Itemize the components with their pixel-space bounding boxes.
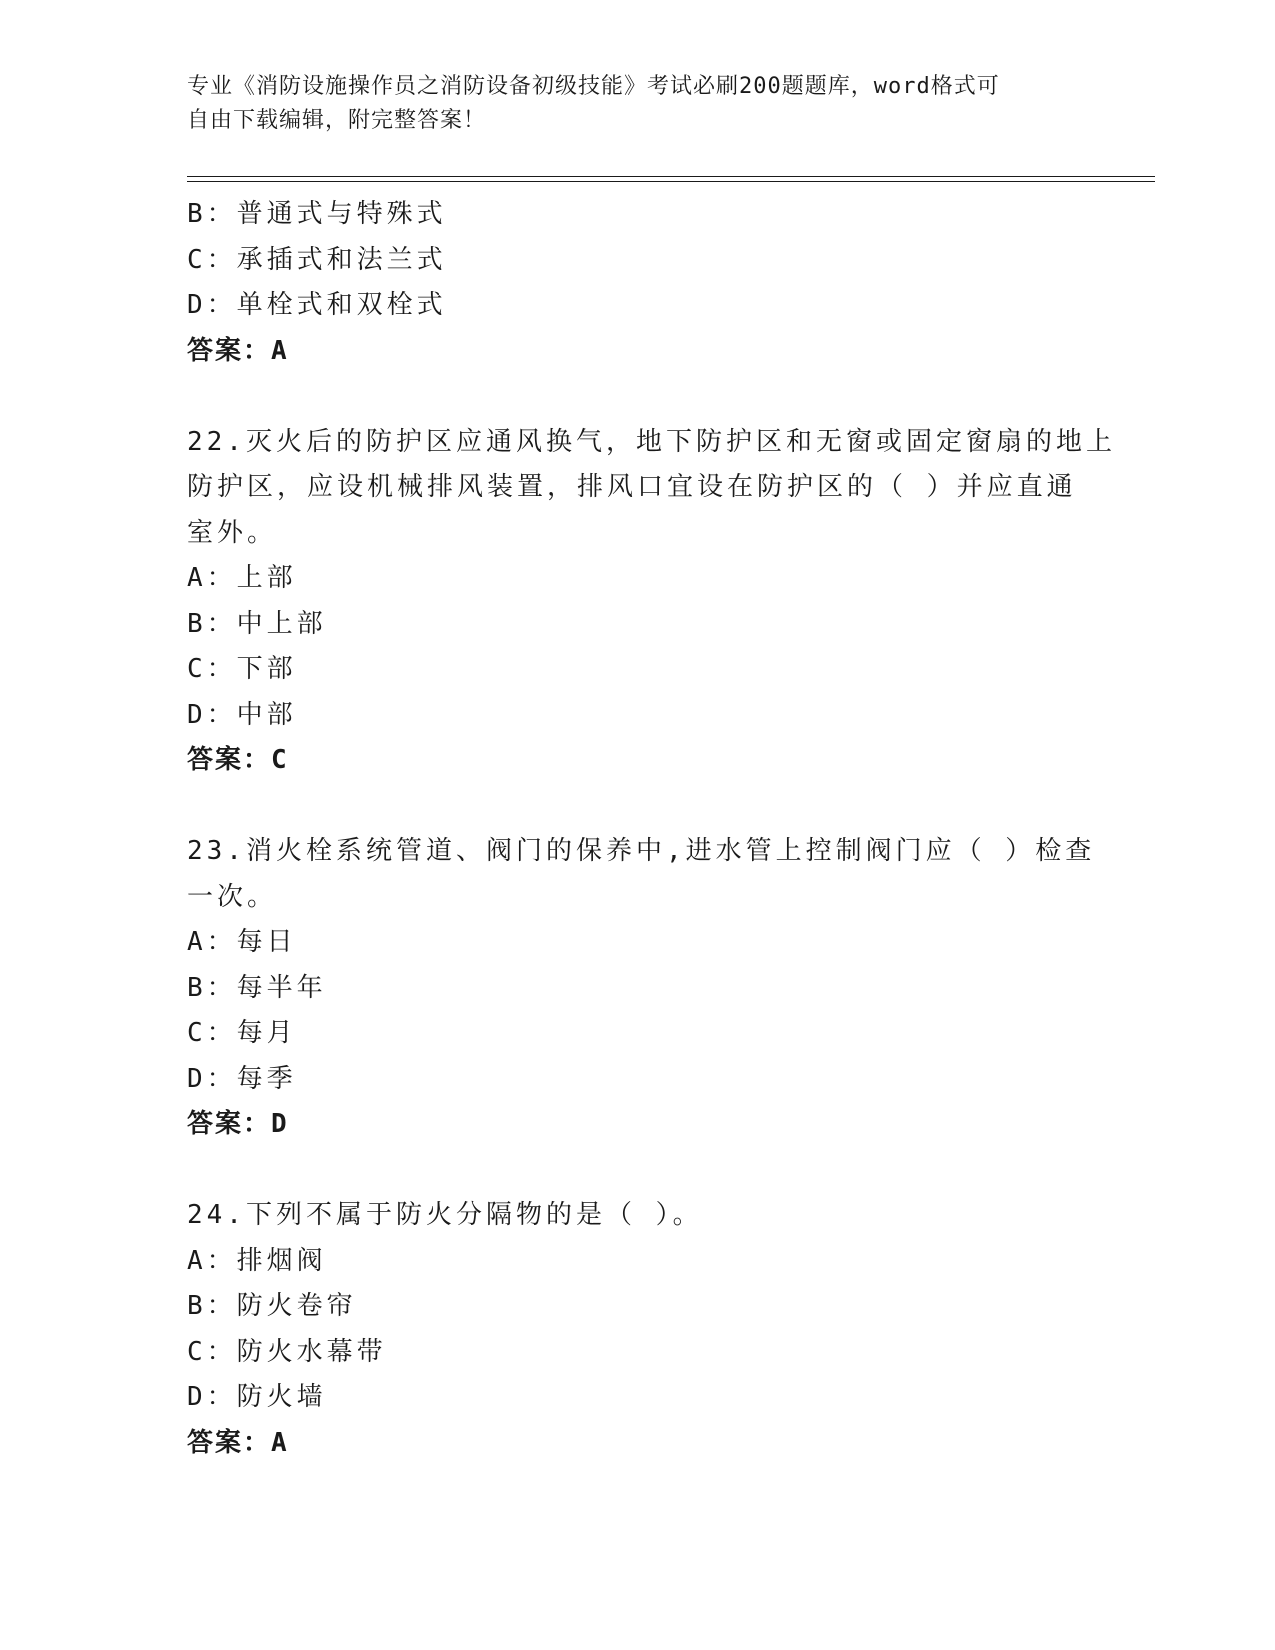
option-d: D：中部 <box>187 699 297 730</box>
question-stem: 24.下列不属于防火分隔物的是（ ）。 <box>187 1200 703 1230</box>
question-stem: 22.灭火后的防护区应通风换气，地下防护区和无窗或固定窗扇的地上 <box>187 426 1116 457</box>
option-d: D：单栓式和双栓式 <box>187 290 447 320</box>
option-a: A：上部 <box>187 563 297 593</box>
option-b: B：每半年 <box>187 972 327 1003</box>
spacer <box>187 374 1157 420</box>
header-double-rule <box>187 176 1155 182</box>
question-list <box>187 192 1157 1466</box>
question-23 <box>187 829 1157 1148</box>
option-a: A：排烟阀 <box>187 1245 327 1276</box>
answer-line: 答案：A <box>187 1427 289 1458</box>
answer-line: 答案：D <box>187 1109 289 1139</box>
option-b: B：普通式与特殊式 <box>187 199 447 229</box>
option-b: B：防火卷帘 <box>187 1291 357 1321</box>
option-c: C：承插式和法兰式 <box>187 244 447 275</box>
document-page <box>187 70 1157 1466</box>
header-title-line-1: 专业《消防设施操作员之消防设备初级技能》考试必刷200题题库，word格式可 <box>187 74 1000 99</box>
question-24 <box>187 1193 1157 1466</box>
spacer <box>187 1148 1157 1194</box>
answer-line: 答案：A <box>187 335 289 366</box>
question-21 <box>187 192 1157 374</box>
header-title-line-2: 自由下载编辑，附完整答案！ <box>187 108 487 133</box>
option-d: D：防火墙 <box>187 1382 327 1412</box>
option-a: A：每日 <box>187 927 297 957</box>
answer-line: 答案：C <box>187 745 289 775</box>
option-c: C：每月 <box>187 1018 297 1048</box>
option-d: D：每季 <box>187 1063 297 1094</box>
question-stem: 一次。 <box>187 881 278 912</box>
question-22 <box>187 420 1157 784</box>
spacer <box>187 784 1157 830</box>
question-stem: 室外。 <box>187 517 278 548</box>
option-c: C：防火水幕带 <box>187 1336 387 1367</box>
question-stem: 防护区，应设机械排风装置，排风口宜设在防护区的（ ）并应直通 <box>187 472 1077 502</box>
option-c: C：下部 <box>187 654 297 684</box>
question-stem: 23.消火栓系统管道、阀门的保养中,进水管上控制阀门应（ ）检查 <box>187 836 1096 866</box>
option-b: B：中上部 <box>187 608 327 639</box>
